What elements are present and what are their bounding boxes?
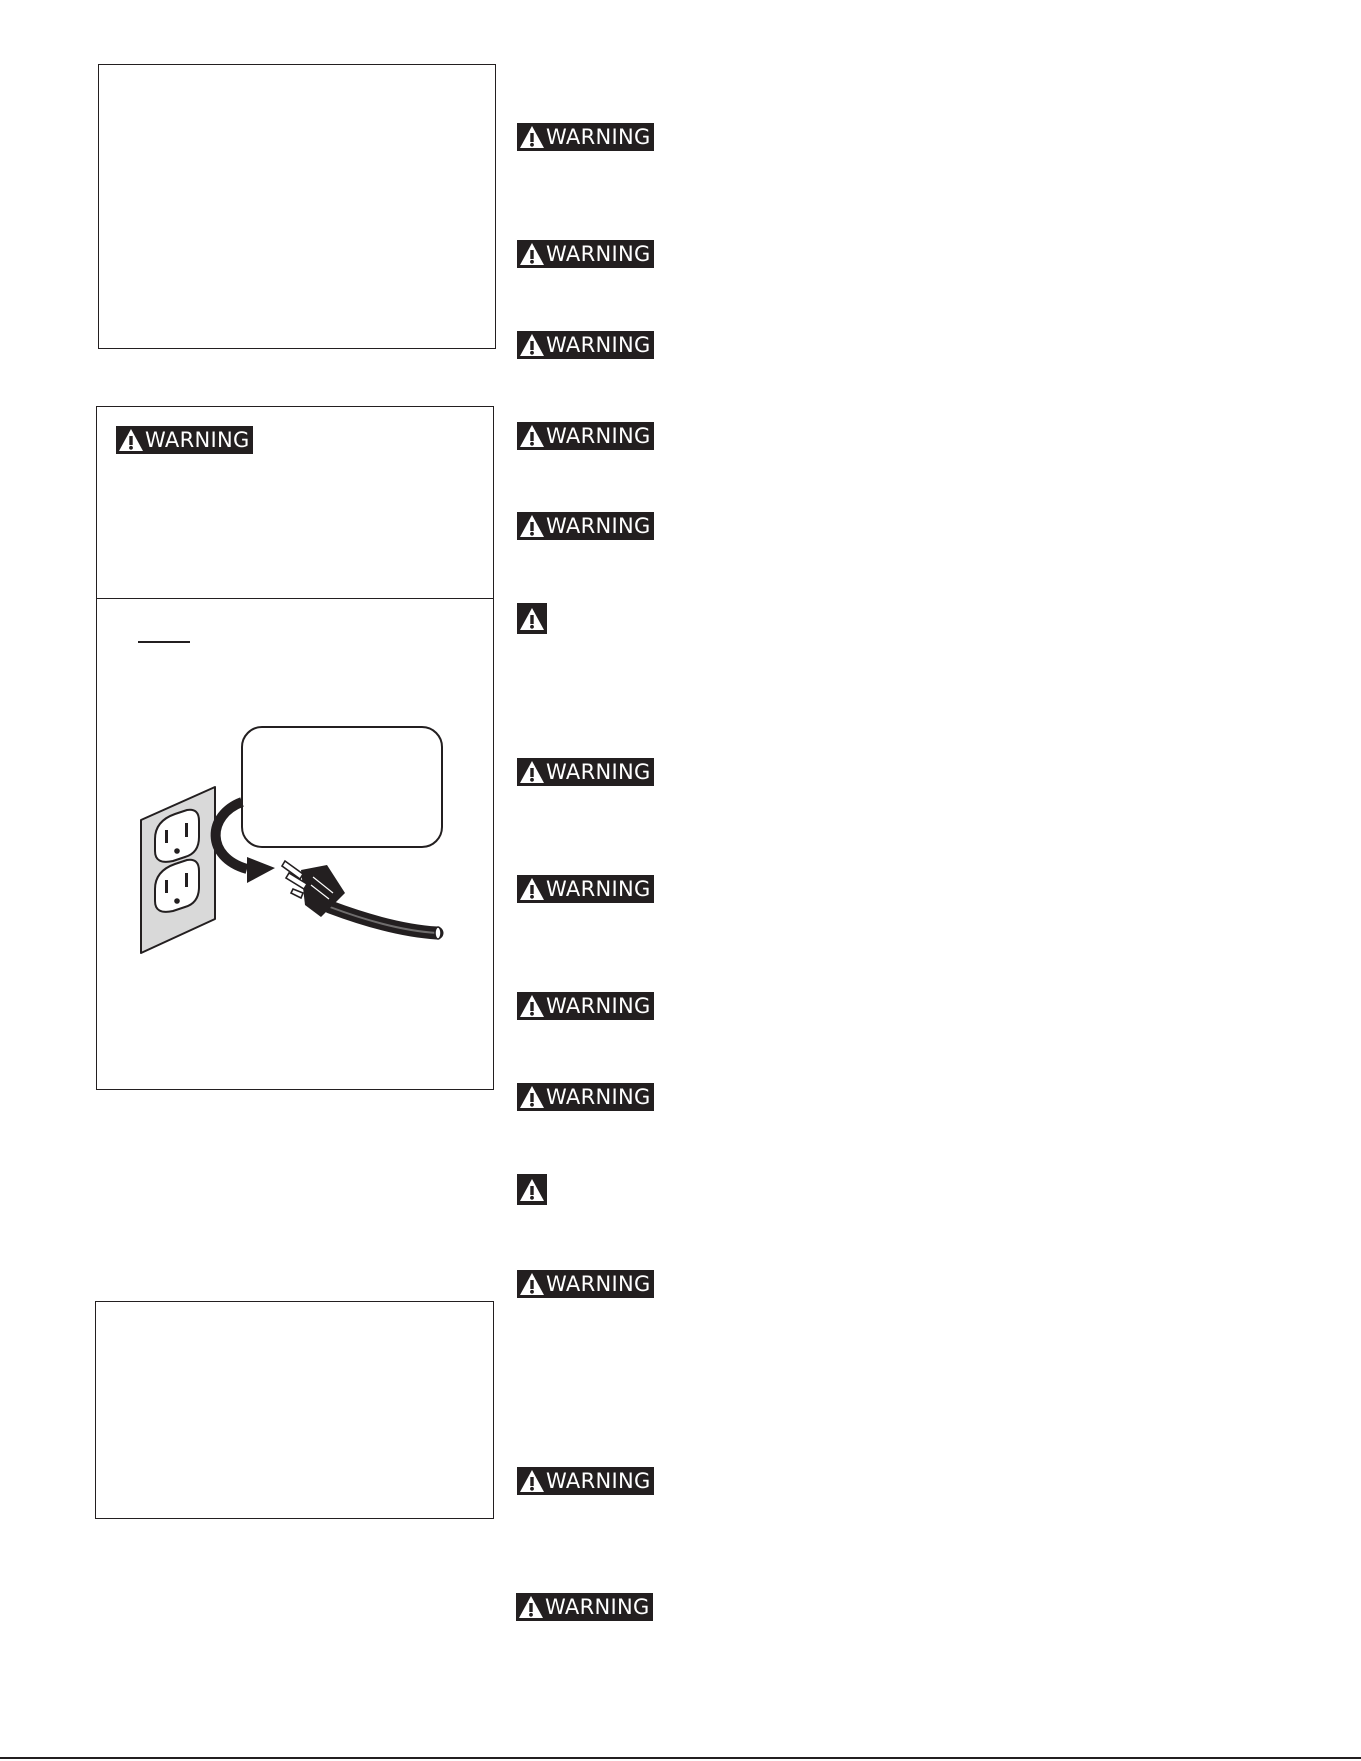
warning-triangle-icon	[519, 242, 545, 266]
warning-label: WARNING	[546, 125, 651, 149]
warning-triangle-icon	[519, 606, 545, 632]
warning-badge	[516, 1593, 653, 1621]
warning-badge	[517, 758, 654, 786]
warning-badge	[517, 240, 654, 268]
notice-box-bottom	[95, 1301, 494, 1519]
warning-triangle-icon	[519, 514, 545, 538]
warning-badge	[517, 123, 654, 151]
warning-badge	[517, 331, 654, 359]
warning-badge	[116, 426, 253, 454]
warning-triangle-icon	[519, 760, 545, 784]
callout-frame	[242, 727, 442, 847]
warning-badge	[517, 1467, 654, 1495]
warning-triangle-icon	[519, 125, 545, 149]
warning-label: WARNING	[546, 1272, 651, 1296]
warning-label: WARNING	[546, 760, 651, 784]
warning-badge	[517, 512, 654, 540]
warning-label: WARNING	[546, 1469, 651, 1493]
warning-triangle-icon	[519, 994, 545, 1018]
warning-badge	[517, 1270, 654, 1298]
power-cord	[330, 907, 437, 933]
warning-triangle-icon	[118, 428, 144, 452]
warning-triangle-icon	[518, 1595, 544, 1619]
grounding-warning-panel	[96, 406, 494, 1090]
warning-label: WARNING	[546, 424, 651, 448]
underline-mark	[138, 641, 190, 643]
warning-label: WARNING	[546, 514, 651, 538]
warning-badge	[517, 875, 654, 903]
warning-triangle-icon	[519, 1177, 545, 1203]
warning-label: WARNING	[546, 242, 651, 266]
warning-label: WARNING	[546, 877, 651, 901]
warning-symbol	[517, 603, 547, 634]
warning-badge	[517, 992, 654, 1020]
warning-label: WARNING	[546, 333, 651, 357]
warning-triangle-icon	[519, 1272, 545, 1296]
warning-label: WARNING	[546, 1085, 651, 1109]
warning-triangle-icon	[519, 1469, 545, 1493]
warning-triangle-icon	[519, 1085, 545, 1109]
panel-divider	[97, 598, 493, 599]
warning-badge	[517, 422, 654, 450]
warning-label: WARNING	[545, 1595, 650, 1619]
warning-label: WARNING	[145, 428, 250, 452]
outlet-plug-illustration	[135, 717, 465, 967]
warning-triangle-icon	[519, 424, 545, 448]
warning-triangle-icon	[519, 877, 545, 901]
notice-box-top	[98, 64, 496, 349]
warning-triangle-icon	[519, 333, 545, 357]
warning-badge	[517, 1083, 654, 1111]
warning-symbol	[517, 1174, 547, 1205]
warning-label: WARNING	[546, 994, 651, 1018]
page-bottom-rule	[0, 1757, 1361, 1759]
